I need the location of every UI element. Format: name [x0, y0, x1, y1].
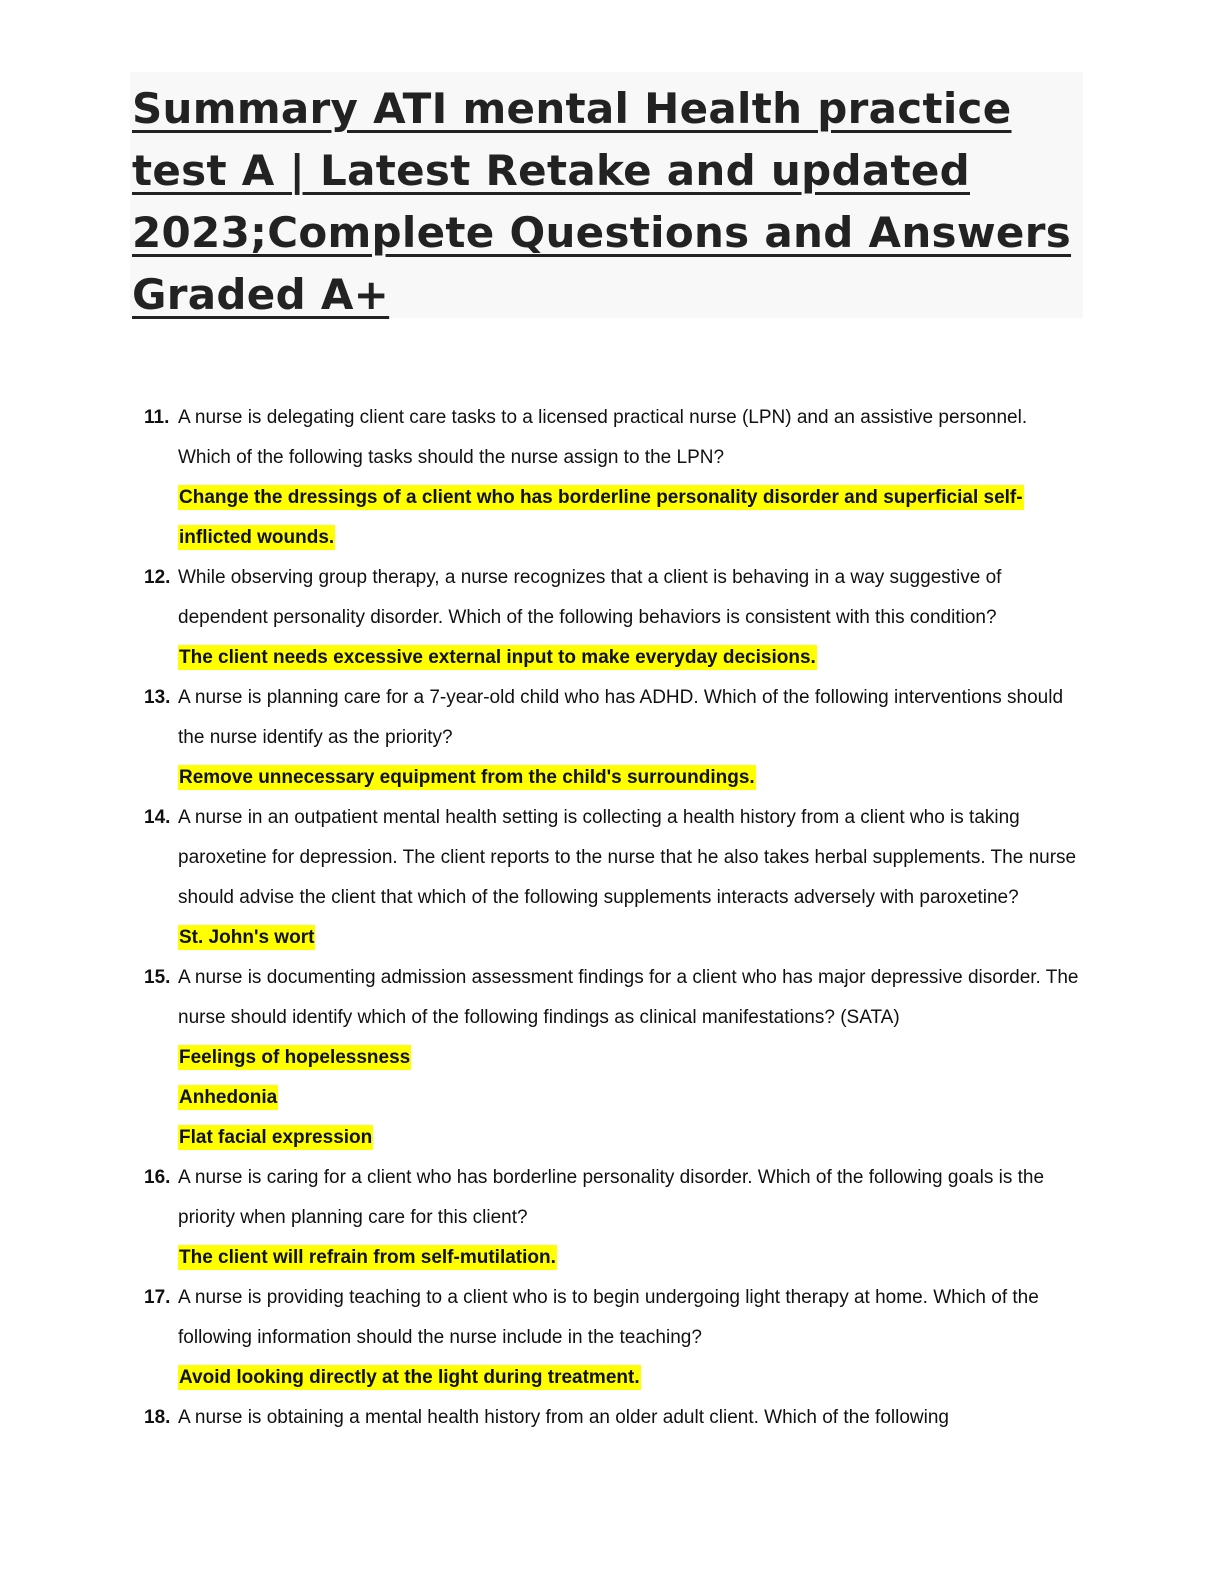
- question-item: [130, 1278, 1080, 1398]
- answer-highlight: St. John's wort: [179, 927, 315, 948]
- answer: [178, 758, 1080, 798]
- answer: [178, 638, 1080, 678]
- answer: [178, 1078, 1080, 1118]
- answer-highlight: Avoid looking directly at the light during treatment.: [179, 1367, 640, 1388]
- answer-highlight: The client will refrain from self-mutilation.: [179, 1247, 556, 1268]
- question-number: 13.: [144, 687, 171, 708]
- title-block: [130, 72, 1083, 318]
- question-text: A nurse in an outpatient mental health setting is collecting a health history from a client who is taking paroxetine for depression. The client reports to the nurse that he also takes herbal supplements. The nurse should advise the client that which of the following supplements interacts adversely with paroxetine?: [178, 807, 1077, 908]
- title-line: Graded A+: [132, 270, 390, 319]
- question-number: 16.: [144, 1167, 171, 1188]
- question-number: 14.: [144, 807, 171, 828]
- answer-highlight: Change the dressings of a client who has borderline personality disorder and superficial self-inflicted wounds.: [179, 487, 1023, 548]
- question-item: [130, 1398, 1080, 1438]
- document-title: [130, 72, 1083, 326]
- answer-highlight: Feelings of hopelessness: [179, 1047, 411, 1068]
- question-item: [130, 798, 1080, 958]
- question-item: [130, 398, 1080, 558]
- question-text: A nurse is planning care for a 7-year-old child who has ADHD. Which of the following interventions should the nurse identify as the priority?: [178, 687, 1064, 748]
- answer: [178, 1038, 1080, 1078]
- question-item: [130, 678, 1080, 798]
- question-text: While observing group therapy, a nurse recognizes that a client is behaving in a way suggestive of dependent personality disorder. Which of the following behaviors is consistent with this condition?: [178, 567, 1002, 628]
- answer: [178, 1118, 1080, 1158]
- question-list: [130, 398, 1080, 1438]
- question-number: 12.: [144, 567, 171, 588]
- answer: [178, 1358, 1080, 1398]
- answer: [178, 478, 1080, 558]
- question-text: A nurse is delegating client care tasks to a licensed practical nurse (LPN) and an assistive personnel. Which of the following tasks should the nurse assign to the LPN?: [178, 407, 1028, 468]
- question-text: A nurse is providing teaching to a client who is to begin undergoing light therapy at home. Which of the following information should the nurse include in the teaching?: [178, 1287, 1039, 1348]
- question-item: [130, 1158, 1080, 1278]
- question-item: [130, 558, 1080, 678]
- question-text: A nurse is caring for a client who has borderline personality disorder. Which of the following goals is the priority when planning care for this client?: [178, 1167, 1045, 1228]
- title-line: Summary ATI mental Health practice: [132, 84, 1012, 133]
- answer-highlight: Remove unnecessary equipment from the child's surroundings.: [179, 767, 755, 788]
- question-text: A nurse is documenting admission assessment findings for a client who has major depressive disorder. The nurse should identify which of the following findings as clinical manifestations? (SATA): [178, 967, 1079, 1028]
- question-number: 17.: [144, 1287, 171, 1308]
- answer: [178, 1238, 1080, 1278]
- answer: [178, 918, 1080, 958]
- answer-highlight: Flat facial expression: [179, 1127, 373, 1148]
- answer-highlight: The client needs excessive external input to make everyday decisions.: [179, 647, 816, 668]
- question-number: 11.: [144, 407, 170, 428]
- title-line: test A | Latest Retake and updated: [132, 146, 970, 195]
- question-text: A nurse is obtaining a mental health history from an older adult client. Which of the following: [178, 1407, 949, 1428]
- title-line: 2023;Complete Questions and Answers: [132, 208, 1072, 257]
- question-number: 15.: [144, 967, 171, 988]
- question-item: [130, 958, 1080, 1158]
- question-number: 18.: [144, 1407, 171, 1428]
- answer-highlight: Anhedonia: [179, 1087, 278, 1108]
